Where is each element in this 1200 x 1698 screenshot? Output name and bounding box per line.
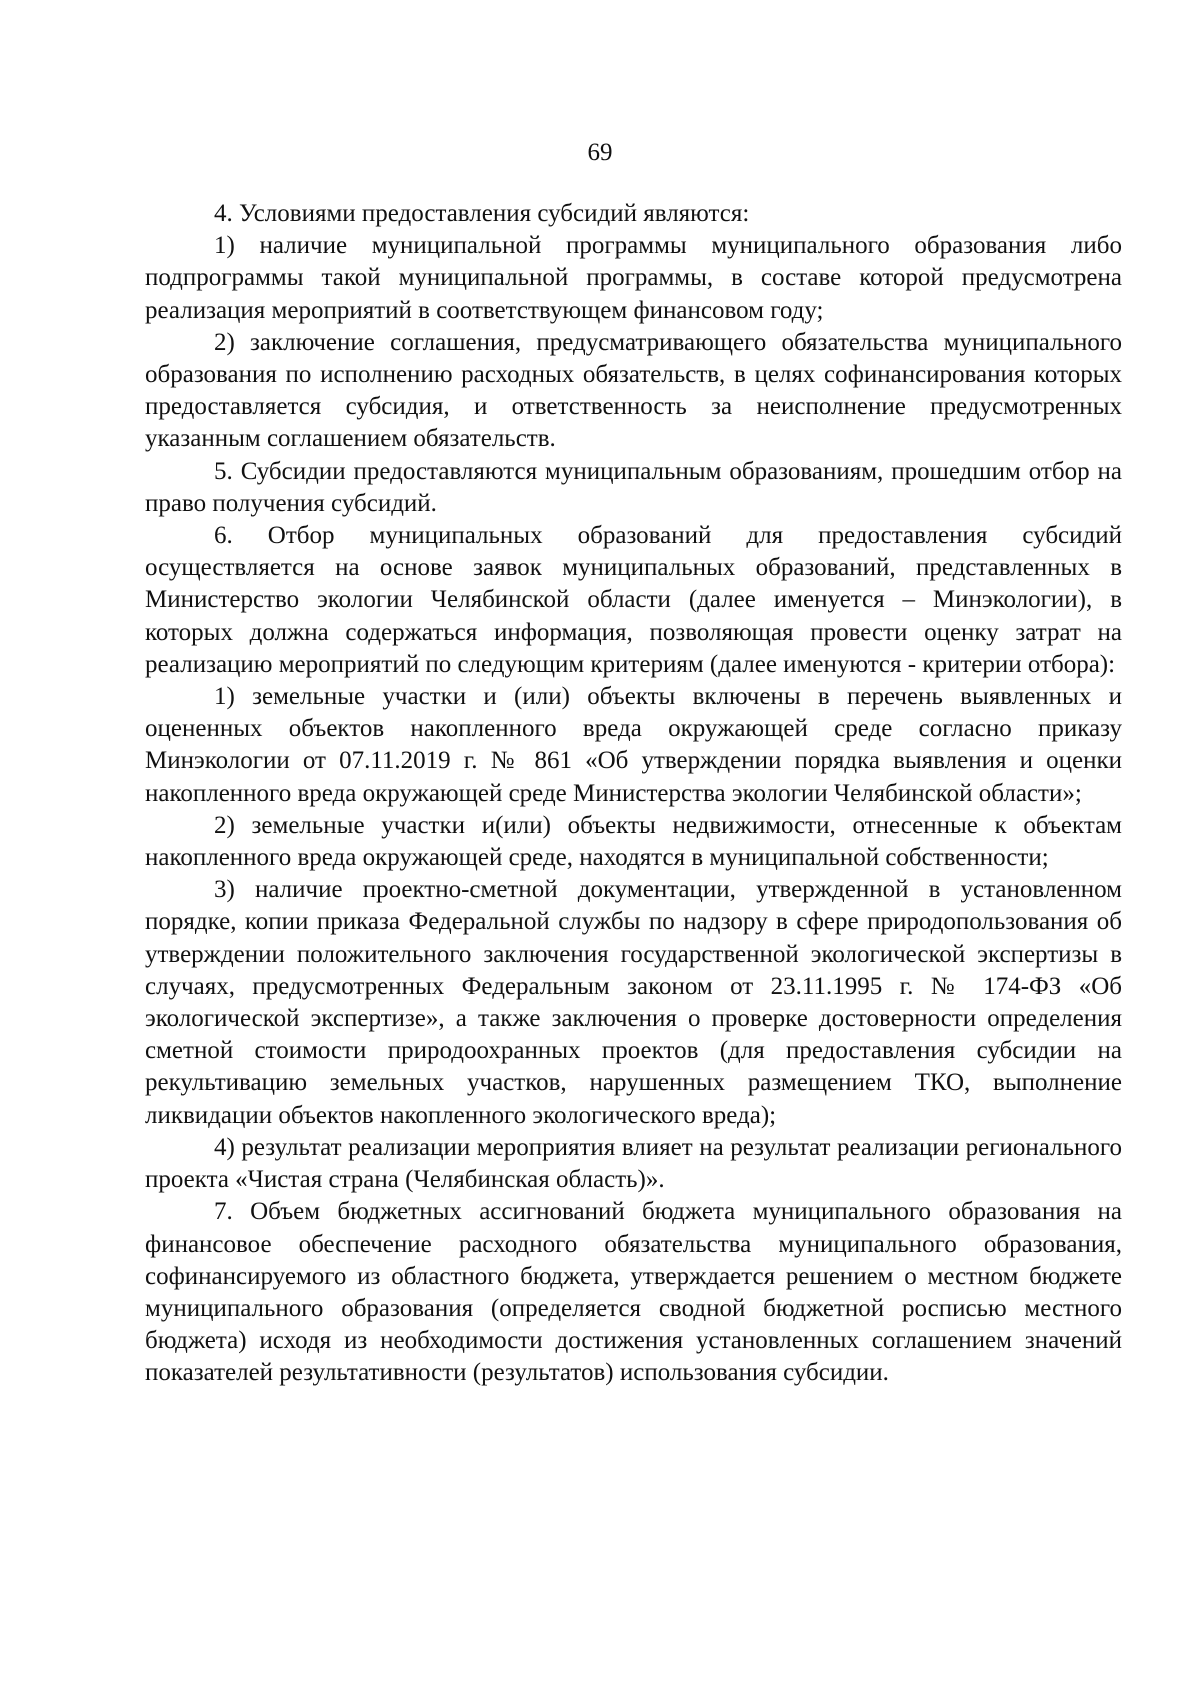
paragraph-condition-2: 2) заключение соглашения, предусматривающего обязательства муниципального образования по исполнению расходных обязательств, в целях софинансирования которых предоставляется субсидия, и ответственность за неисполнение предусмотренных указанным соглашением обязательств. <box>145 328 1122 453</box>
document-body <box>145 198 1122 1390</box>
paragraph-criterion-2: 2) земельные участки и(или) объекты недвижимости, отнесенные к объектам накопленного вреда окружающей среде, находятся в муниципальной собственности; <box>145 811 1122 872</box>
paragraph-item-6: 6. Отбор муниципальных образований для предоставления субсидий осуществляется на основе заявок муниципальных образований, представленных в Министерство экологии Челябинской области (далее именуется – Минэкологии), в которых должна содержаться информация, позволяющая провести оценку затрат на реализацию мероприятий по следующим критериям (далее именуются - критерии отбора): <box>145 522 1122 678</box>
paragraph-condition-1: 1) наличие муниципальной программы муниципального образования либо подпрограммы такой муниципальной программы, в составе которой предусмотрена реализация мероприятий в соответствующем финансовом году; <box>145 232 1122 324</box>
page-number: 69 <box>587 139 613 166</box>
paragraph-item-7: 7. Объем бюджетных ассигнований бюджета муниципального образования на финансовое обеспечение расходного обязательства муниципального образования, софинансируемого из областного бюджета, утверждается решением о местном бюджете муниципального образования (определяется сводной бюджетной росписью местного бюджета) исходя из необходимости достижения установленных соглашением значений показателей результативности (результатов) использования субсидии. <box>145 1198 1122 1387</box>
paragraph-conditions-heading: 4. Условиями предоставления субсидий являются: <box>214 200 750 227</box>
paragraph-criterion-3: 3) наличие проектно-сметной документации, утвержденной в установленном порядке, копии приказа Федеральной службы по надзору в сфере природопользования об утверждении положительного заключения государственной экологической экспертизы в случаях, предусмотренных Федеральным законом от 23.11.1995 г. № 174-ФЗ «Об экологической экспертизе», а также заключения о проверке достоверности определения сметной стоимости природоохранных проектов (для предоставления субсидии на рекультивацию земельных участков, нарушенных размещением ТКО, выполнение ликвидации объектов накопленного экологического вреда); <box>145 876 1122 1129</box>
paragraph-criterion-4: 4) результат реализации мероприятия влияет на результат реализации регионального проекта «Чистая страна (Челябинская область)». <box>145 1133 1122 1194</box>
paragraph-item-5: 5. Субсидии предоставляются муниципальным образованиям, прошедшим отбор на право получения субсидий. <box>145 457 1122 517</box>
paragraph-criterion-1: 1) земельные участки и (или) объекты включены в перечень выявленных и оцененных объектов накопленного вреда окружающей среде согласно приказу Минэкологии от 07.11.2019 г. № 861 «Об утверждении порядка выявления и оценки накопленного вреда окружающей среде Министерства экологии Челябинской области»; <box>145 683 1122 807</box>
